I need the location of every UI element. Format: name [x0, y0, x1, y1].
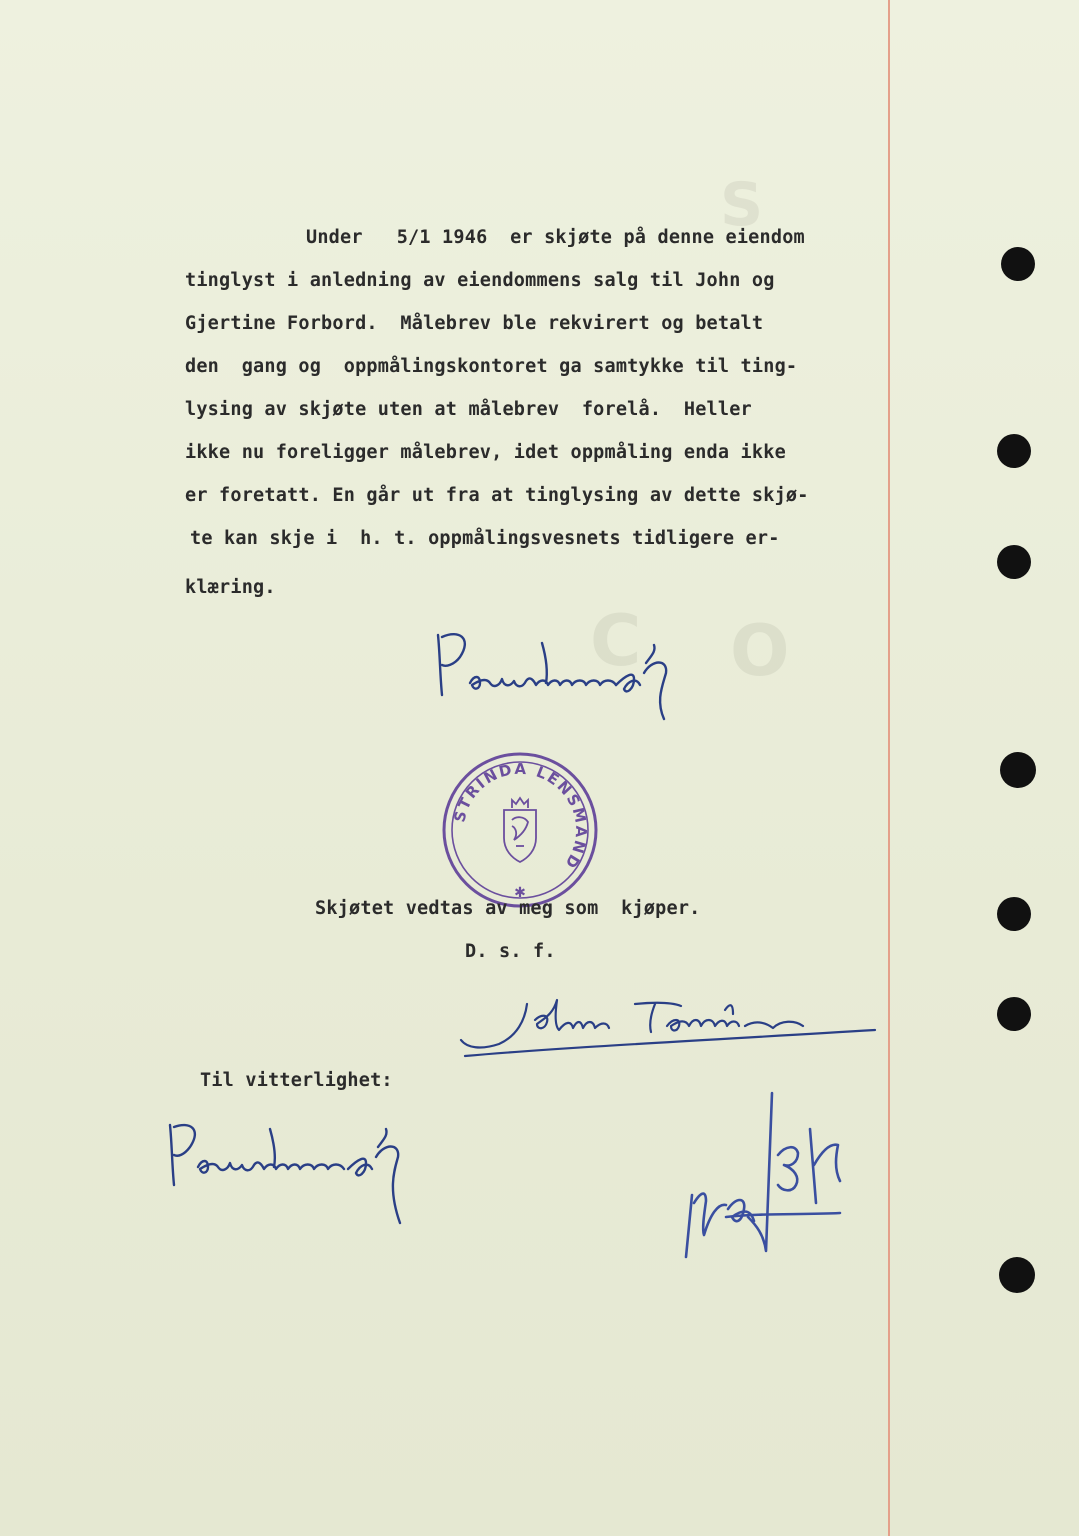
body-line: lysing av skjøte uten at målebrev forelå. Heller — [185, 399, 752, 420]
punch-hole — [997, 897, 1031, 931]
punch-hole — [999, 1257, 1035, 1293]
body-line: er foretatt. En går ut fra at tinglysing av dette skjø- — [185, 485, 809, 506]
svg-text:STRINDA LENSMAND: STRINDA LENSMAND — [450, 759, 591, 873]
handwritten-initials — [670, 1085, 860, 1265]
handwritten-signature — [430, 615, 700, 735]
svg-text:✱: ✱ — [514, 885, 526, 901]
handwritten-signature — [455, 990, 885, 1060]
body-line: Gjertine Forbord. Målebrev ble rekvirert og betalt — [185, 313, 764, 334]
body-line: den gang og oppmålingskontoret ga samtykke til ting- — [185, 356, 798, 377]
punch-hole — [997, 997, 1031, 1031]
bleed-through-mark: O — [730, 610, 790, 692]
body-line: klæring. — [185, 577, 276, 598]
official-stamp — [440, 750, 600, 910]
bleed-through-mark: C — [590, 600, 642, 682]
handwritten-signature — [160, 1105, 440, 1235]
punch-hole — [1001, 247, 1035, 281]
witness-label: Til vitterlighet: — [200, 1070, 393, 1091]
punch-hole — [997, 545, 1031, 579]
body-line: te kan skje i h. t. oppmålingsvesnets tidligere er- — [190, 528, 780, 549]
punch-hole — [997, 434, 1031, 468]
body-line: Under 5/1 1946 er skjøte på denne eiendom — [306, 227, 805, 248]
acceptance-line: Skjøtet vedtas av meg som kjøper. — [315, 898, 701, 919]
margin-rule — [888, 0, 890, 1536]
body-line: tinglyst i anledning av eiendommens salg til John og — [185, 270, 775, 291]
bleed-through-mark: S — [720, 170, 764, 240]
punch-hole — [1000, 752, 1036, 788]
acceptance-line: D. s. f. — [465, 941, 556, 962]
body-line: ikke nu foreligger målebrev, idet oppmåling enda ikke — [185, 442, 786, 463]
